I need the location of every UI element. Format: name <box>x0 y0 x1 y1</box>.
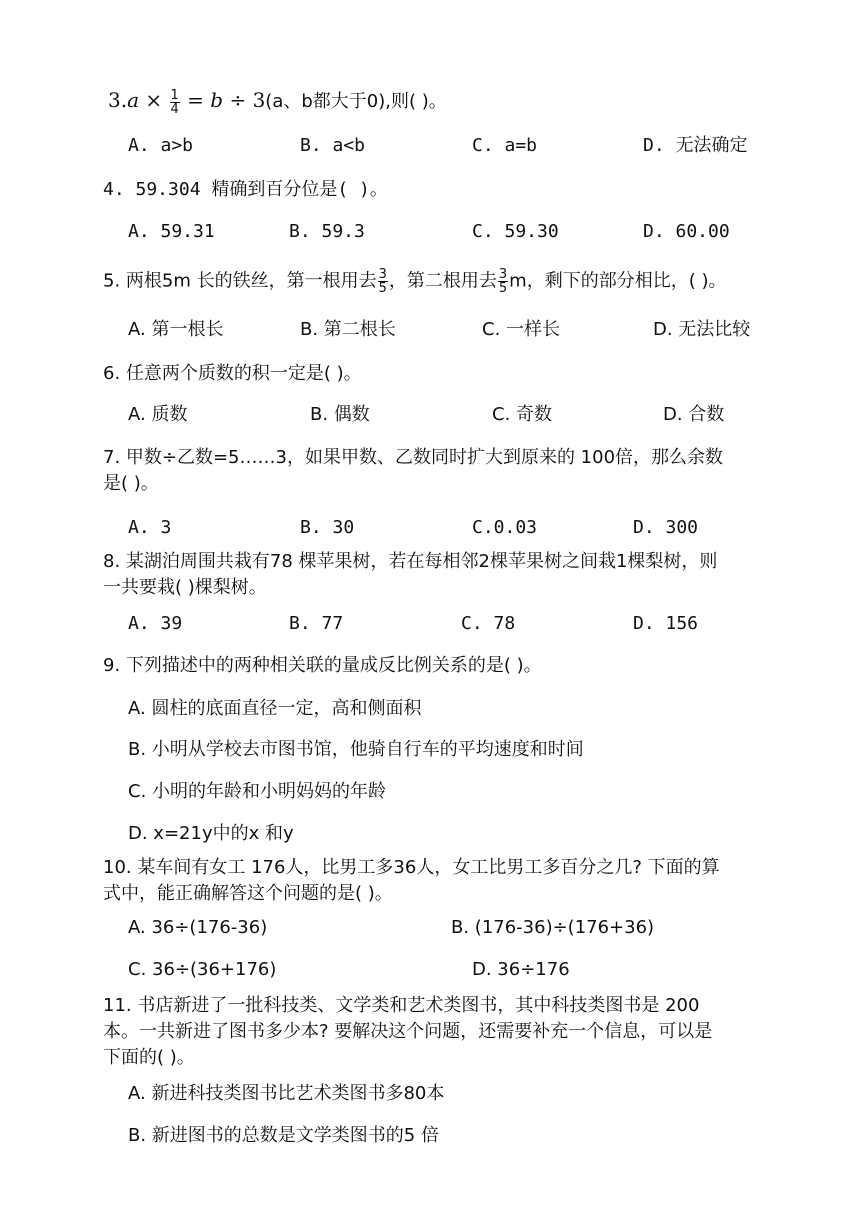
q5-option-d: D. 无法比较 <box>653 319 751 340</box>
q10-option-a: A. 36÷(176-36) <box>128 917 268 938</box>
q11-option-a: A. 新进科技类图书比艺术类图书多80本 <box>128 1083 445 1104</box>
question-9-stem: 9. 下列描述中的两种相关联的量成反比例关系的是( )。 <box>103 655 542 676</box>
question-5-stem <box>103 268 726 295</box>
q4-option-d: D. 60.00 <box>643 221 730 242</box>
q10-option-c: C. 36÷(36+176) <box>128 959 277 980</box>
question-6-stem: 6. 任意两个质数的积一定是( )。 <box>103 363 362 384</box>
q6-option-b: B. 偶数 <box>310 404 370 425</box>
q3-option-a: A. a>b <box>128 135 194 156</box>
q5-frac2-num: 3 <box>498 267 508 282</box>
q10-option-b: B. (176-36)÷(176+36) <box>451 917 655 938</box>
q5-frac2-den: 5 <box>498 281 508 296</box>
q7-option-c: C.0.03 <box>472 517 538 538</box>
q6-option-c: C. 奇数 <box>492 404 553 425</box>
q9-option-a: A. 圆柱的底面直径一定，高和侧面积 <box>128 698 422 719</box>
q9-option-b: B. 小明从学校去市图书馆，他骑自行车的平均速度和时间 <box>128 739 584 760</box>
question-8-stem-line-1: 8. 某湖泊周围共栽有78 棵苹果树，若在每相邻2棵苹果树之间栽1棵梨树，则 <box>103 551 718 572</box>
question-4-stem: 4. 59.304 精确到百分位是( )。 <box>103 179 388 200</box>
q3-div: ÷ 3 <box>223 88 266 112</box>
question-3-stem <box>108 88 447 116</box>
question-8-stem-line-2: 一共要栽( )棵梨树。 <box>103 577 267 598</box>
q3-number: 3. <box>108 88 128 112</box>
q6-option-a: A. 质数 <box>128 404 188 425</box>
q5-fraction-1 <box>378 268 388 295</box>
q11-option-b: B. 新进图书的总数是文学类图书的5 倍 <box>128 1125 439 1146</box>
q3-var-b: b <box>210 88 224 112</box>
q10-option-d: D. 36÷176 <box>472 959 570 980</box>
q3-option-b: B. a<b <box>300 135 366 156</box>
q4-option-c: C. 59.30 <box>472 221 559 242</box>
q5-frac1-num: 3 <box>378 267 387 282</box>
q3-fraction <box>170 89 180 116</box>
q5-fraction-2 <box>498 268 508 295</box>
q3-equals: = <box>180 88 211 112</box>
q3-option-d: D. 无法确定 <box>643 135 748 156</box>
q7-option-a: A. 3 <box>128 517 172 538</box>
q3-var-a: a <box>127 88 140 112</box>
q5-stem-part-2: ，第二根用去 <box>388 270 497 292</box>
q8-option-b: B. 77 <box>289 613 344 634</box>
question-10-stem-line-2: 式中，能正确解答这个问题的是( )。 <box>103 883 393 904</box>
q3-condition: (a、b都大于0),则( )。 <box>265 91 447 112</box>
q6-option-d: D. 合数 <box>663 404 725 425</box>
question-7-stem-line-2: 是( )。 <box>103 473 159 494</box>
question-11-stem-line-2: 本。一共新进了图书多少本? 要解决这个问题，还需要补充一个信息，可以是 <box>103 1021 713 1042</box>
question-11-stem-line-3: 下面的( )。 <box>103 1047 195 1068</box>
q9-option-d: D. x=21y中的x 和y <box>128 823 294 844</box>
q3-frac-num: 1 <box>170 87 179 103</box>
q5-stem-part-1: 5. 两根5m 长的铁丝，第一根用去 <box>103 270 377 292</box>
q5-frac1-den: 5 <box>378 281 387 296</box>
q4-option-b: B. 59.3 <box>289 221 365 242</box>
q3-times: × <box>139 88 169 112</box>
q8-option-c: C. 78 <box>461 613 516 634</box>
q5-option-a: A. 第一根长 <box>128 319 224 340</box>
q3-frac-den: 4 <box>170 101 179 117</box>
q5-stem-part-3: m，剩下的部分相比，( )。 <box>509 270 727 292</box>
q5-option-c: C. 一样长 <box>482 319 561 340</box>
q5-option-b: B. 第二根长 <box>300 319 396 340</box>
q8-option-d: D. 156 <box>633 613 699 634</box>
q3-option-c: C. a=b <box>472 135 538 156</box>
q4-option-a: A. 59.31 <box>128 221 215 242</box>
q9-option-c: C. 小明的年龄和小明妈妈的年龄 <box>128 781 387 802</box>
q7-option-b: B. 30 <box>300 517 355 538</box>
question-11-stem-line-1: 11. 书店新进了一批科技类、文学类和艺术类图书，其中科技类图书是 200 <box>103 995 700 1016</box>
question-10-stem-line-1: 10. 某车间有女工 176人，比男工多36人，女工比男工多百分之几? 下面的算 <box>103 857 720 878</box>
question-7-stem-line-1: 7. 甲数÷乙数=5……3，如果甲数、乙数同时扩大到原来的 100倍，那么余数 <box>103 447 724 468</box>
q8-option-a: A. 39 <box>128 613 183 634</box>
q7-option-d: D. 300 <box>633 517 699 538</box>
